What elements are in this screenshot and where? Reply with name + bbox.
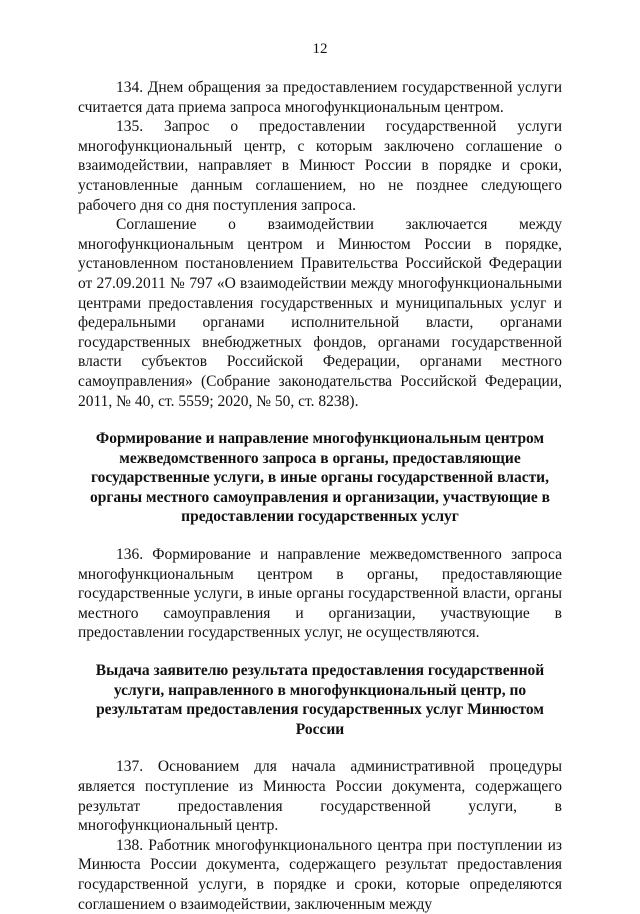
section-heading-interagency-request: Формирование и направление многофункциональным центром межведомственного запроса в органы, предоставляющие государственные услуги, в иные органы государственной власти, органы местного самоуправления и организации, участвующие в предоставлении государственных услуг	[89, 430, 551, 526]
section-heading-result-issuance: Выдача заявителю результата предоставления государственной услуги, направленного в многофункциональный центр, по результатам предоставления государственных услуг Минюстом России	[95, 662, 545, 738]
paragraph-135: 135. Запрос о предоставлении государственной услуги многофункциональный центр, с которым заключено соглашение о взаимодействии, направляет в Минюст России в порядке и сроки, установленные данным соглашением, но не позднее следующего рабочего дня со дня поступления запроса.	[78, 118, 562, 214]
page-number: 12	[312, 41, 328, 57]
paragraph-136: 136. Формирование и направление межведомственного запроса многофункциональным центром в органы, предоставляющие государственные услуги, в иные органы государственной власти, органы местного самоуправления и организации, участвующие в предоставлении государственных услуг, не осуществляются.	[78, 546, 562, 642]
paragraph-134: 134. Днем обращения за предоставлением государственной услуги считается дата приема запроса многофункциональным центром.	[78, 79, 562, 116]
paragraph-137: 137. Основанием для начала административной процедуры является поступление из Минюста России документа, содержащего результат предоставления государственной услуги, в многофункциональный центр.	[78, 758, 562, 835]
document-page	[78, 40, 562, 914]
paragraph-138: 138. Работник многофункционального центра при поступлении из Минюста России документа, содержащего результат предоставления государственной услуги, в порядке и сроки, которые определяются соглашением о взаимодействии, заключенным между	[78, 836, 562, 913]
paragraph-agreement: Соглашение о взаимодействии заключается между многофункциональным центром и Минюстом России в порядке, установленном постановлением Правительства Российской Федерации от 27.09.2011 № 797 «О взаимодействии между многофункциональными центрами предоставления государственных и муниципальных услуг и федеральными органами исполнительной власти, органами государственных внебюджетных фондов, органами государственной власти субъектов Российской Федерации, органами местного самоуправления» (Собрание законодательства Российской Федерации, 2011, № 40, ст. 5559; 2020, № 50, ст. 8238).	[78, 216, 562, 410]
